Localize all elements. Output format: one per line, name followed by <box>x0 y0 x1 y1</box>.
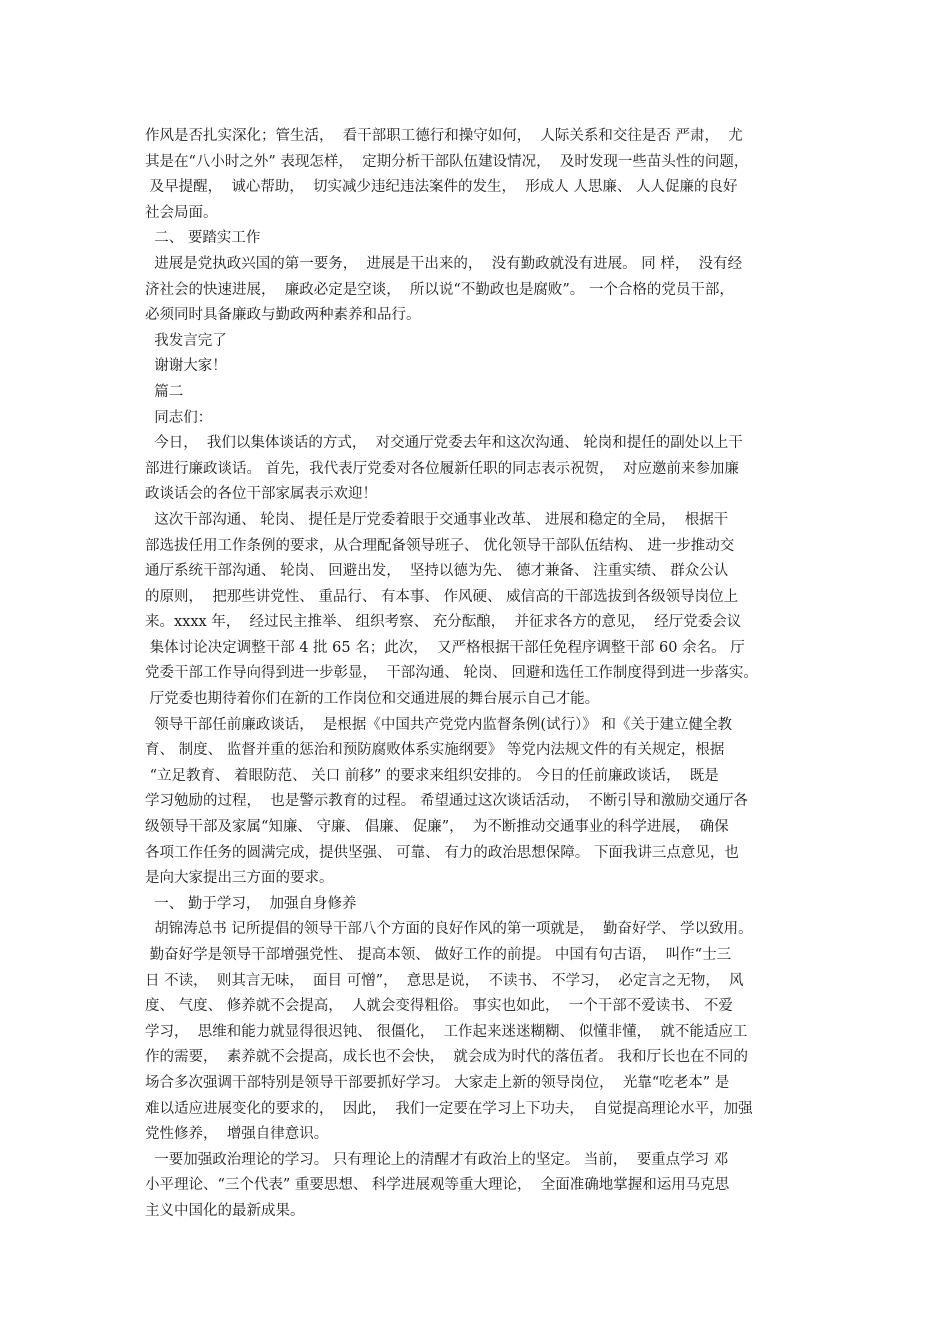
text-line: 进展是党执政兴国的第一要务， 进展是干出来的， 没有勤政就没有进展。 同 样， 没有经 <box>145 255 743 272</box>
text-line: 度、 气度、 修养就不会提高， 人就会变得粗俗。 事实也如此， 一个干部不爱读书、 不爱 <box>145 998 733 1015</box>
text-line: 来。xxxx 年， 经过民主推举、 组织考察、 充分酝酿， 并征求各方的意见， 经厅党委会议 <box>145 614 742 631</box>
text-line: 的原则， 把那些讲党性、 重品行、 有本事、 作风硬、 威信高的干部选拔到各级领导岗位上 <box>145 588 739 605</box>
text-line: 谢谢大家！ <box>145 358 227 375</box>
text-line: 作风是否扎实深化；管生活， 看干部职工德行和操守如何， 人际关系和交往是否 严肃， 尤 <box>145 128 743 144</box>
text-line: 及早提醒， 诚心帮助， 切实减少违纪违法案件的发生， 形成人 人思廉、 人人促廉的良好 <box>145 179 738 196</box>
text-line: 我发言完了 <box>145 332 227 349</box>
text-line: 必须同时具备廉政与勤政两种素养和品行。 <box>145 307 421 324</box>
text-line: 一要加强政治理论的学习。 只有理论上的清醒才有政治上的坚定。 当前， 要重点学习 邓 <box>145 1151 729 1168</box>
text-line: 厅党委也期待着你们在新的工作岗位和交通进展的舞台展示自己才能。 <box>145 691 600 708</box>
text-line: 二、 要踏实工作 <box>145 230 261 247</box>
text-line: 小平理论、“三个代表” 重要思想、 科学进展观等重大理论， 全面准确地掌握和运用马克思 <box>145 1177 730 1194</box>
text-line: 社会局面。 <box>145 204 218 221</box>
text-line: 日 不读， 则其言无味， 面目 可憎”， 意思是说， 不读书、 不学习， 必定言之无物， 风 <box>145 972 744 989</box>
text-line: 党性修养， 增强自律意识。 <box>145 1126 329 1143</box>
document-body <box>145 124 825 1225</box>
text-line: 各项工作任务的圆满完成，提供坚强、 可靠、 有力的政治思想保障。 下面我讲三点意见，也 <box>145 844 739 861</box>
text-line: 作的需要， 素养就不会提高，成长也不会快， 就会成为时代的落伍者。 我和厅长也在不同的 <box>145 1049 749 1066</box>
text-line: 这次干部沟通、 轮岗、 提任是厅党委着眼于交通事业改革、 进展和稳定的全局， 根据干 <box>145 511 729 528</box>
text-line: 领导干部任前廉政谈话， 是根据《中国共产党党内监督条例(试行）》 和《关于建立健全教 <box>145 716 732 733</box>
text-line: 胡锦涛总书 记所提倡的领导干部八个方面的良好作风的第一项就是， 勤奋好学、 学以致用。 <box>145 921 753 938</box>
text-line: 同志们： <box>145 409 213 426</box>
text-line: 难以适应进展变化的要求的， 因此， 我们一定要在学习上下功夫， 自觉提高理论水平，加强 <box>145 1100 753 1117</box>
text-line: 篇二 <box>145 383 184 400</box>
text-line: 主义中国化的最新成果。 <box>145 1202 305 1219</box>
text-line: 一、 勤于学习， 加强自身修养 <box>145 895 357 912</box>
text-line: 济社会的快速进展， 廉政必定是空谈， 所以说“不勤政也是腐败”。 一个合格的党员干部， <box>145 281 734 298</box>
text-line: “立足教育、 着眼防范、 关口 前移” 的要求来组织安排的。 今日的任前廉政谈话， 既是 <box>145 767 719 784</box>
text-line: 学习， 思维和能力就显得很迟钝、 很僵化， 工作起来迷迷糊糊、 似懂非懂， 就不能适应工 <box>145 1023 748 1040</box>
text-line: 集体讨论决定调整干部 4 批 65 名；此次， 又严格根据干部任免程序调整干部 60 余名。 厅 <box>145 639 745 656</box>
text-line: 部选拔任用工作条例的要求，从合理配备领导班子、 优化领导干部队伍结构、 进一步推动交 <box>145 537 735 554</box>
text-line: 学习勉励的过程， 也是警示教育的过程。 希望通过这次谈话活动， 不断引导和激励交通厅各 <box>145 793 749 810</box>
text-line: 今日， 我们以集体谈话的方式， 对交通厅党委去年和这次沟通、 轮岗和提任的副处以上干 <box>145 435 743 452</box>
text-line: 部进行廉政谈话。 首先，我代表厅党委对各位履新任职的同志表示祝贺， 对应邀前来参加廉 <box>145 460 739 477</box>
text-line: 通厅系统干部沟通、 轮岗、 回避出发， 坚持以德为先、 德才兼备、 注重实绩、 群众公认 <box>145 563 729 580</box>
text-line: 场合多次强调干部特别是领导干部要抓好学习。 大家走上新的领导岗位， 光靠“吃老本” 是 <box>145 1074 730 1091</box>
text-line: 政谈话会的各位干部家属表示欢迎！ <box>145 486 377 503</box>
text-line: 其是在“八小时之外” 表现怎样， 定期分析干部队伍建设情况， 及时发现一些苗头性的问题， <box>145 153 749 170</box>
text-line: 级领导干部及家属“知廉、 守廉、 倡廉、 促廉”， 为不断推动交通事业的科学进展， 确保 <box>145 819 729 836</box>
text-line: 是向大家提出三方面的要求。 <box>145 870 334 887</box>
text-line: 党委干部工作导向得到进一步彰显， 干部沟通、 轮岗、 回避和选任工作制度得到进一步落实。 <box>145 665 758 682</box>
text-line: 育、 制度、 监督并重的惩治和预防腐败体系实施纲要》 等党内法规文件的有关规定，根据 <box>145 742 725 759</box>
text-line: 勤奋好学是领导干部增强党性、 提高本领、 做好工作的前提。 中国有句古语， 叫作“士三 <box>145 947 732 963</box>
